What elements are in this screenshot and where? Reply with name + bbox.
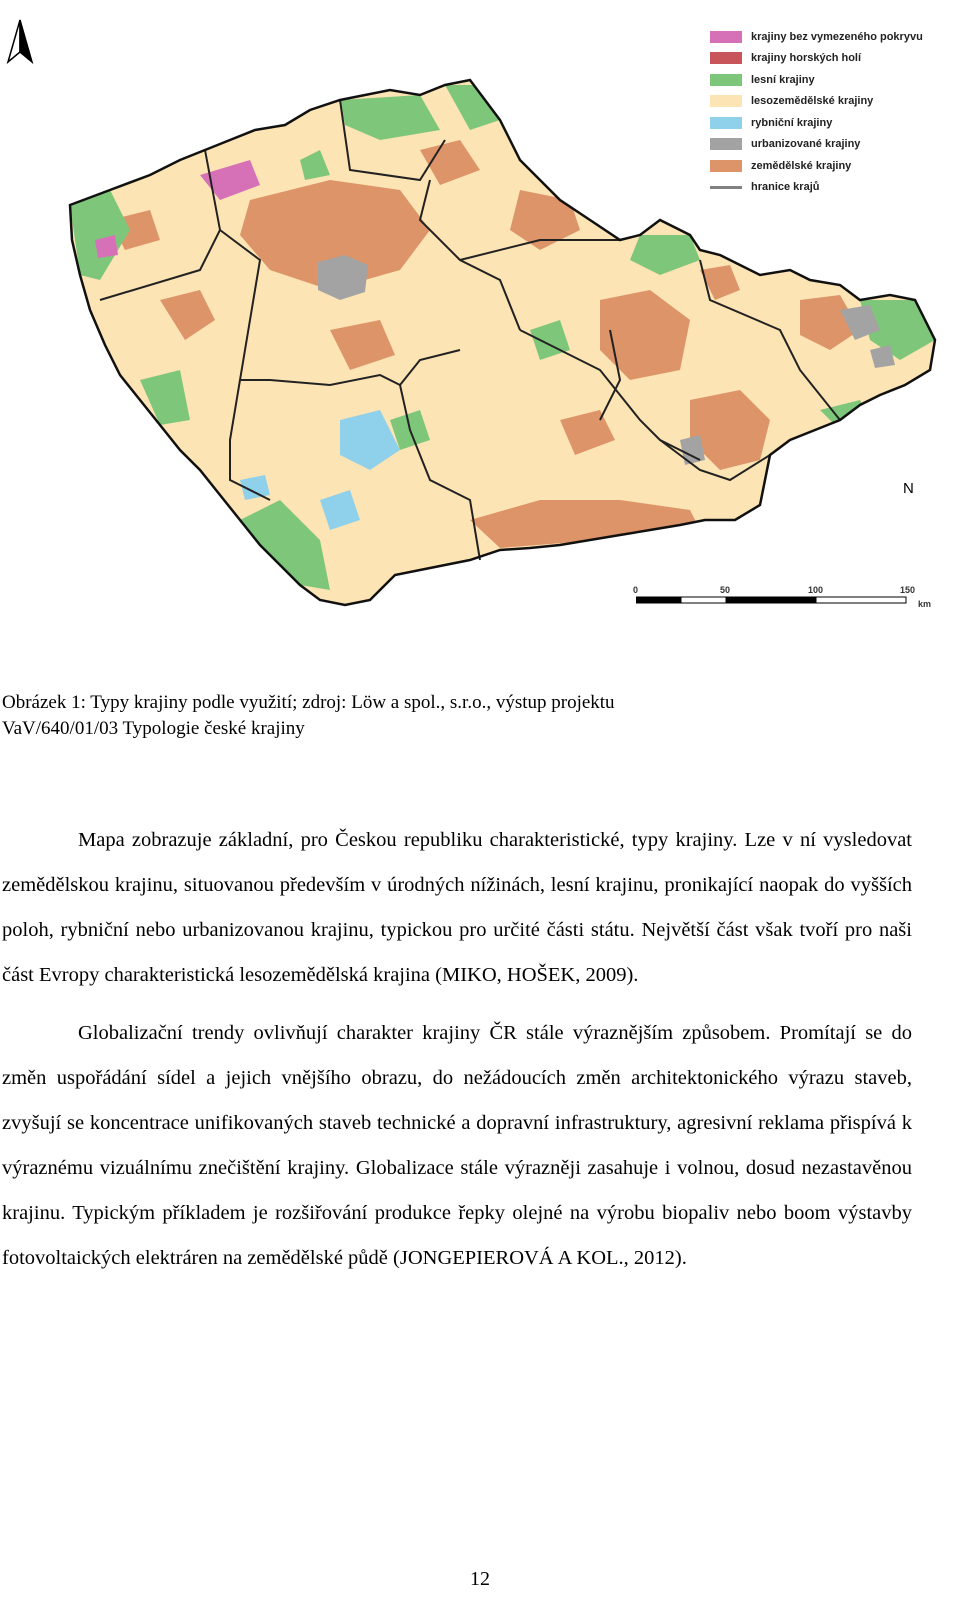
- figure-caption: [2, 690, 902, 742]
- legend-swatch: [710, 74, 742, 86]
- legend-label: urbanizované krajiny: [751, 138, 861, 151]
- scale-tick-label: 0: [633, 585, 639, 595]
- scale-tick-label: 100: [808, 585, 824, 595]
- paragraph: Mapa zobrazuje základní, pro Českou republiku charakteristické, typy krajiny. Lze v ní vysledovat zemědělskou krajinu, situovanou především v úrodných nížinách, lesní krajinu, pronikající naopak do vyšších poloh, rybniční nebo urbanizovanou krajinu, typickou pro určité části státu. Největší část však tvoří pro naši část Evropy charakteristická lesozemědělská krajina (MIKO, HOŠEK, 2009).: [2, 829, 912, 986]
- legend-label: hranice krajů: [751, 181, 820, 194]
- legend-item: [710, 177, 960, 199]
- legend-item: [710, 112, 960, 134]
- legend-swatch-line: [710, 186, 742, 189]
- legend-label: lesozemědělské krajiny: [751, 95, 874, 108]
- scale-tick-label: 150: [900, 585, 916, 595]
- legend-label: lesní krajiny: [751, 73, 815, 86]
- legend-label: zemědělské krajiny: [751, 159, 852, 172]
- legend-swatch: [710, 138, 742, 150]
- legend-label: krajiny bez vymezeného pokryvu: [751, 30, 923, 43]
- legend-item: [710, 48, 960, 70]
- scale-bar-graphic: [636, 585, 956, 615]
- legend-item: [710, 91, 960, 113]
- scale-tick-label: 50: [720, 585, 731, 595]
- legend-swatch: [710, 117, 742, 129]
- page-number: 12: [470, 1568, 490, 1590]
- legend-item: [710, 155, 960, 177]
- legend-swatch: [710, 31, 742, 43]
- body-text: [2, 818, 912, 1281]
- map-legend: [710, 26, 960, 198]
- caption-line: VaV/640/01/03 Typologie české krajiny: [2, 718, 305, 739]
- caption-line: Obrázek 1: Typy krajiny podle využití; zdroj: Löw a spol., s.r.o., výstup projektu: [2, 692, 615, 713]
- paragraph: Globalizační trendy ovlivňují charakter krajiny ČR stále výraznějším způsobem. Promítají se do změn uspořádání sídel a jejich vnějšího obrazu, do nežádoucích změn architektonického výrazu staveb, zvyšují se koncentrace unifikovaných staveb technické a dopravní infrastruktury, agresivní reklama přispívá k výraznému vizuálnímu znečištění krajiny. Globalizace stále výrazněji zasahuje i volnou, dosud nezastavěnou krajinu. Typickým příkladem je rozšiřování produkce řepky olejné na výrobu biopaliv nebo boom výstavby fotovoltaických elektráren na zemědělské půdě (JONGEPIEROVÁ A KOL., 2012).: [2, 1022, 912, 1269]
- north-label: N: [903, 480, 914, 497]
- legend-swatch: [710, 52, 742, 64]
- legend-label: rybniční krajiny: [751, 116, 833, 129]
- scale-bar: [633, 585, 956, 615]
- landscape-map-figure: [0, 0, 960, 630]
- north-arrow-icon: [0, 0, 40, 80]
- legend-item: [710, 26, 960, 48]
- scale-unit: km: [918, 599, 932, 609]
- legend-swatch: [710, 95, 742, 107]
- legend-item: [710, 69, 960, 91]
- legend-swatch: [710, 160, 742, 172]
- legend-label: krajiny horských holí: [751, 52, 862, 65]
- legend-item: [710, 134, 960, 156]
